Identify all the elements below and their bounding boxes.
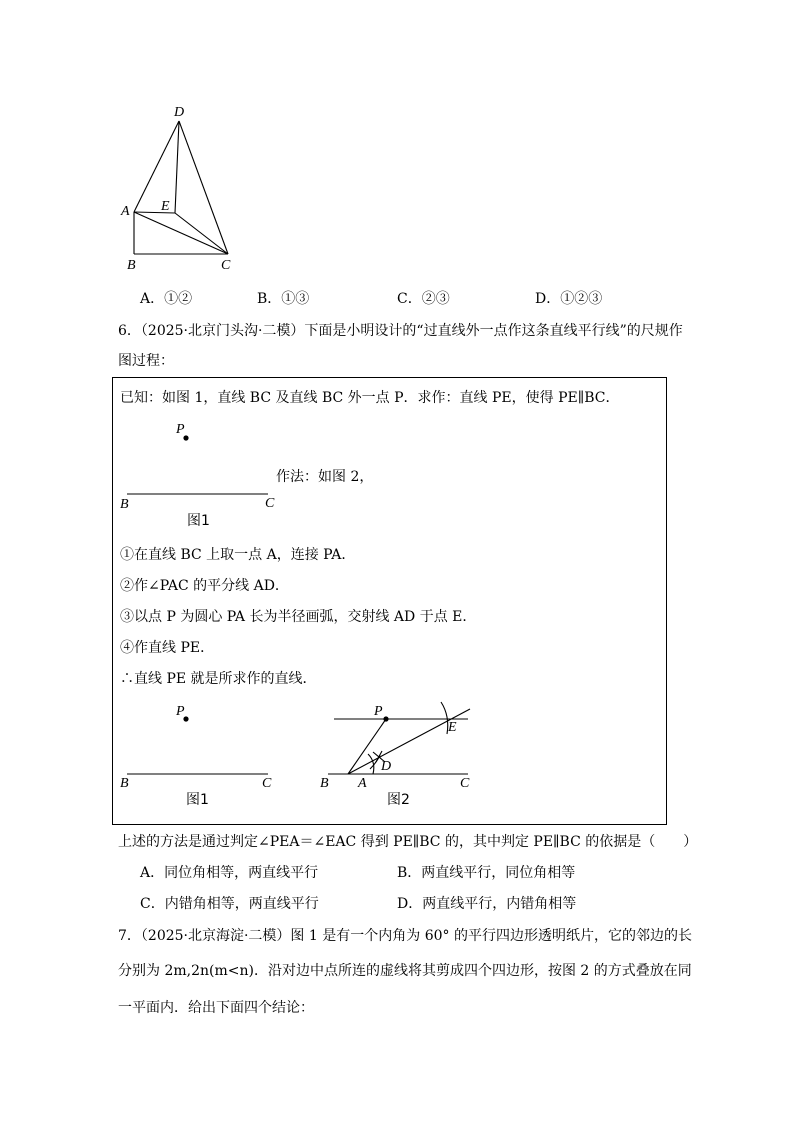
fig2-label-e: E — [448, 720, 457, 735]
fig2-label-a: A — [358, 776, 367, 791]
point-label-c: C — [221, 258, 231, 273]
fig2-label-d: D — [381, 759, 392, 774]
q6-step1: ①在直线 BC 上取一点 A，连接 PA． — [120, 547, 356, 563]
q6-conclusion: ∴直线 PE 就是所求作的直线． — [120, 671, 317, 687]
q5-option-b[interactable]: B．①③ — [257, 291, 310, 307]
fig1-lower-caption: 图1 — [186, 792, 209, 808]
fig1-upper-label-b: B — [120, 497, 129, 512]
q6-given: 已知：如图 1，直线 BC 及直线 BC 外一点 P．求作：直线 PE，使得 PE∥BC． — [120, 390, 620, 406]
fig1-lower-label-p: P — [176, 704, 185, 719]
q6-method: 作法：如图 2， — [276, 469, 374, 485]
fig2-label-b: B — [320, 776, 329, 791]
q7-line3: 一平面内．给出下面四个结论： — [118, 1000, 314, 1016]
q7-line2: 分别为 2m,2n(m<n)．沿对边中点所连的虚线将其剪成四个四边形，按图 2 的方式叠放在同 — [118, 963, 692, 979]
fig1-upper-label-c: C — [265, 496, 275, 511]
q6-step3: ③以点 P 为圆心 PA 长为半径画弧，交射线 AD 于点 E． — [120, 609, 477, 625]
point-label-a: A — [121, 204, 130, 219]
q6-option-b[interactable]: B．两直线平行，同位角相等 — [397, 865, 576, 881]
q6-question: 上述的方法是通过判定∠PEA＝∠EAC 得到 PE∥BC 的，其中判定 PE∥BC 的依据是（ ） — [118, 834, 698, 850]
fig1-lower-label-c: C — [262, 776, 272, 791]
fig2-label-p: P — [374, 704, 383, 719]
fig2-label-c: C — [460, 776, 470, 791]
q5-option-c[interactable]: C．②③ — [397, 291, 450, 307]
point-label-d: D — [174, 105, 185, 120]
q6-option-d[interactable]: D．两直线平行，内错角相等 — [397, 896, 577, 912]
q6-stem-line1: 6．（2025·北京门头沟·二模）下面是小明设计的“过直线外一点作这条直线平行线”的尺规作 — [118, 323, 683, 339]
q6-stem-line2: 图过程： — [118, 353, 174, 369]
fig2-caption: 图2 — [387, 792, 410, 808]
fig1-upper-caption: 图1 — [187, 513, 210, 529]
q5-option-a[interactable]: A．①② — [140, 291, 193, 307]
q6-step2: ②作∠PAC 的平分线 AD． — [120, 578, 289, 594]
point-label-e: E — [161, 199, 170, 214]
q6-step4: ④作直线 PE． — [120, 640, 215, 656]
fig1-upper-label-p: P — [176, 422, 185, 437]
q6-option-a[interactable]: A．同位角相等，两直线平行 — [140, 865, 319, 881]
q7-line1: 7．（2025·北京海淀·二模）图 1 是有一个内角为 60° 的平行四边形透明纸片，它的邻边的长 — [118, 928, 692, 944]
q6-option-c[interactable]: C．内错角相等，两直线平行 — [140, 896, 319, 912]
fig1-lower-label-b: B — [120, 776, 129, 791]
q5-option-d[interactable]: D．①②③ — [535, 291, 603, 307]
point-label-b: B — [127, 258, 136, 273]
